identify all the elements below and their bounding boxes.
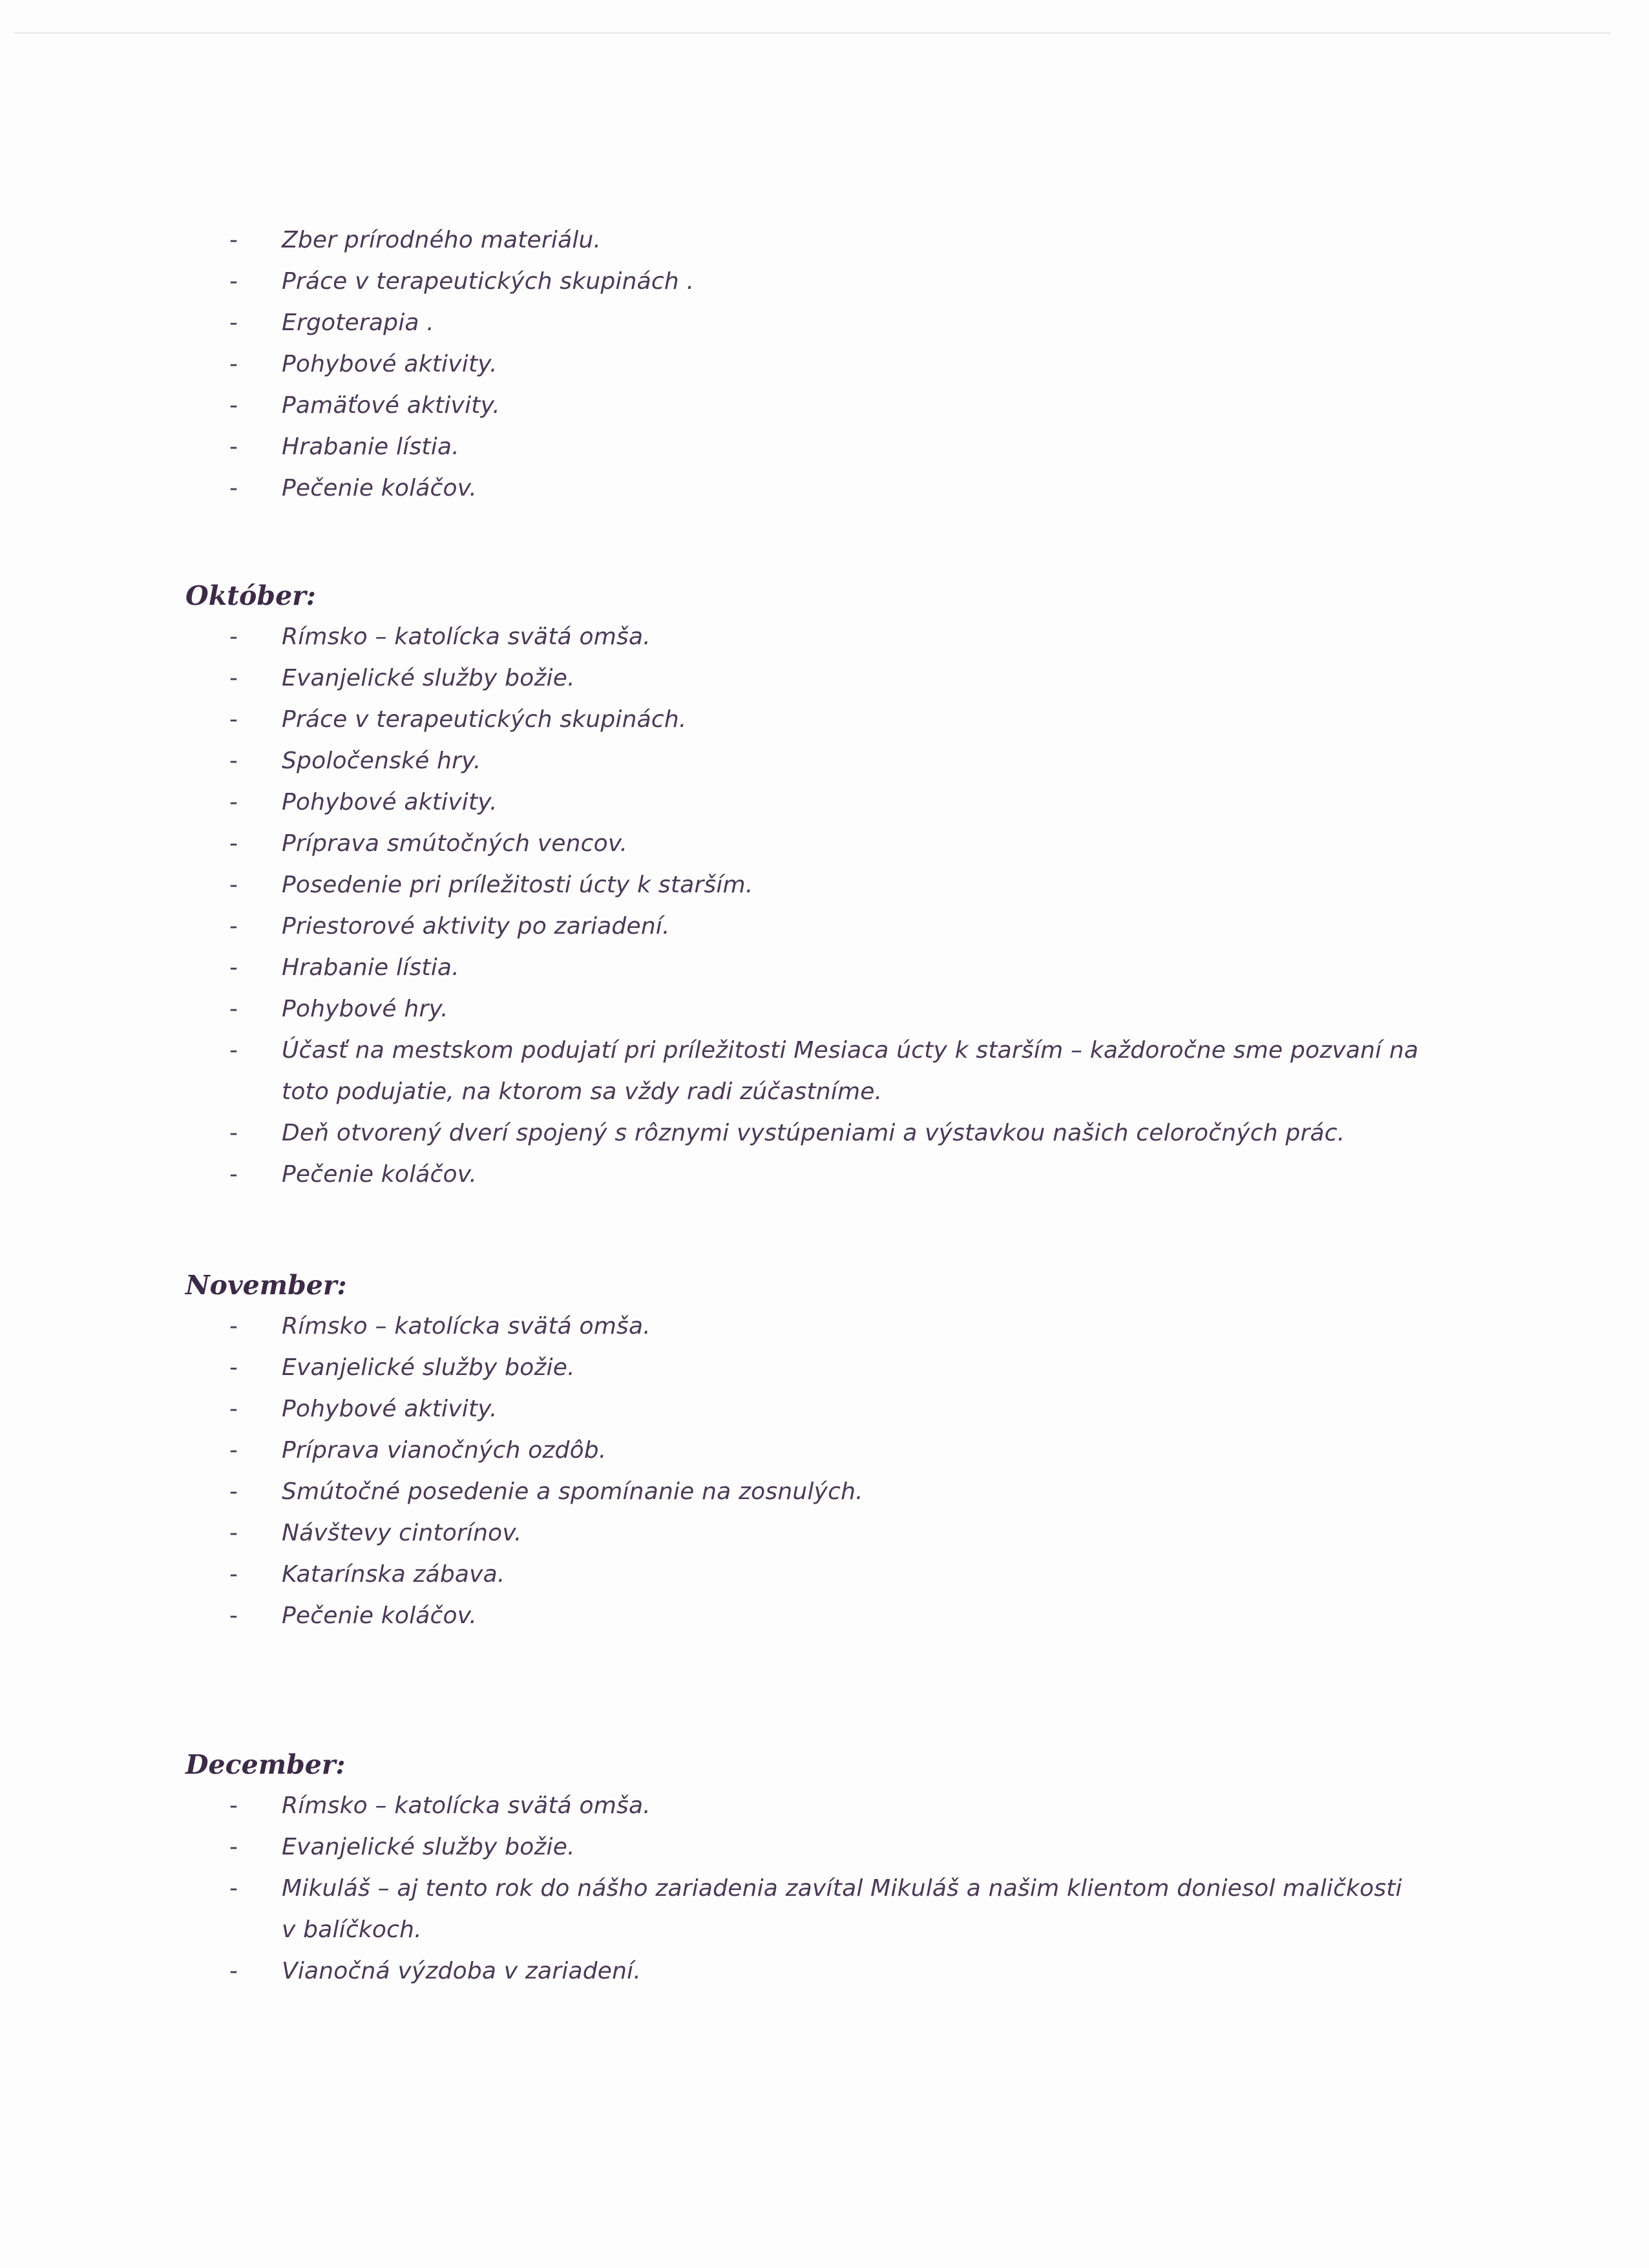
intro-list	[0, 220, 1419, 509]
list-item	[0, 740, 1419, 782]
list-item	[0, 385, 1419, 426]
list-item-text: Pamäťové aktivity.	[282, 392, 500, 419]
bullet-dash: -	[229, 1396, 238, 1422]
list-item-text: Pohybové aktivity.	[282, 351, 498, 377]
list-item	[0, 1554, 1419, 1595]
list-item-text: Rímsko – katolícka svätá omša.	[282, 1313, 651, 1339]
list-item-text: Deň otvorený dverí spojený s rôznymi vystúpeniami a výstavkou našich celoročných prác.	[282, 1120, 1345, 1146]
bullet-dash: -	[229, 434, 238, 460]
bullet-dash: -	[229, 1602, 238, 1629]
list-item	[0, 865, 1419, 906]
list-item-text: Ergoterapia .	[282, 310, 434, 336]
list-item-text: Rímsko – katolícka svätá omša.	[282, 1792, 651, 1819]
list-item	[0, 1868, 1419, 1951]
bullet-dash: -	[229, 1520, 238, 1546]
bullet-dash: -	[229, 789, 238, 815]
list-item	[0, 344, 1419, 385]
bullet-dash: -	[229, 1037, 238, 1064]
list-item	[0, 1595, 1419, 1637]
december-list	[0, 1785, 1419, 1992]
list-item	[0, 658, 1419, 699]
bullet-dash: -	[229, 706, 238, 733]
list-item-text: Pečenie koláčov.	[282, 1602, 477, 1629]
list-item-text: Práce v terapeutických skupinách .	[282, 268, 695, 295]
list-item	[0, 616, 1419, 658]
list-item	[0, 1030, 1419, 1113]
list-item	[0, 1827, 1419, 1868]
bullet-dash: -	[229, 872, 238, 898]
list-item-text: Hrabanie lístia.	[282, 434, 459, 460]
list-item-text: Pohybové hry.	[282, 996, 448, 1022]
list-item-text: Smútočné posedenie a spomínanie na zosnulých.	[282, 1478, 863, 1505]
list-item-text: Pečenie koláčov.	[282, 475, 477, 501]
list-item-text: Pohybové aktivity.	[282, 1396, 498, 1422]
list-item-text: Priestorové aktivity po zariadení.	[282, 913, 670, 940]
bullet-dash: -	[229, 227, 238, 253]
bullet-dash: -	[229, 392, 238, 419]
oktober-list	[0, 616, 1419, 1195]
bullet-dash: -	[229, 665, 238, 691]
list-item	[0, 426, 1419, 468]
bullet-dash: -	[229, 830, 238, 857]
list-item	[0, 1113, 1419, 1154]
bullet-dash: -	[229, 624, 238, 650]
list-item	[0, 1154, 1419, 1195]
bullet-dash: -	[229, 1834, 238, 1860]
list-item-text: Evanjelické služby božie.	[282, 1354, 575, 1381]
list-item-text: Rímsko – katolícka svätá omša.	[282, 624, 651, 650]
bullet-dash: -	[229, 954, 238, 981]
list-item	[0, 823, 1419, 865]
list-item-text: Evanjelické služby božie.	[282, 1834, 575, 1860]
bullet-dash: -	[229, 748, 238, 774]
list-item-text: Príprava smútočných vencov.	[282, 830, 628, 857]
oktober-heading: Október:	[185, 580, 316, 611]
list-item	[0, 699, 1419, 740]
bullet-dash: -	[229, 310, 238, 336]
bullet-dash: -	[229, 1354, 238, 1381]
bullet-dash: -	[229, 996, 238, 1022]
bullet-dash: -	[229, 1437, 238, 1464]
list-item-text: Vianočná výzdoba v zariadení.	[282, 1958, 642, 1984]
list-item	[0, 220, 1419, 261]
list-item	[0, 1430, 1419, 1471]
list-item	[0, 302, 1419, 344]
list-item-text: Účasť na mestskom podujatí pri príležitosti Mesiaca úcty k starším – každoročne sme pozvaní na toto podujatie, na ktorom sa vždy radi zúčastníme.	[282, 1037, 1419, 1105]
list-item-text: Evanjelické služby božie.	[282, 665, 575, 691]
bullet-dash: -	[229, 1161, 238, 1188]
bullet-dash: -	[229, 1561, 238, 1588]
list-item	[0, 1513, 1419, 1554]
list-item	[0, 468, 1419, 509]
list-item-text: Zber prírodného materiálu.	[282, 227, 602, 253]
bullet-dash: -	[229, 268, 238, 295]
list-item-text: Posedenie pri príležitosti úcty k starším.	[282, 872, 753, 898]
bullet-dash: -	[229, 1120, 238, 1146]
december-heading: December:	[185, 1749, 346, 1780]
list-item-text: Spoločenské hry.	[282, 748, 481, 774]
list-item	[0, 1785, 1419, 1827]
november-heading: November:	[185, 1270, 347, 1301]
november-list	[0, 1306, 1419, 1637]
list-item-text: Návštevy cintorínov.	[282, 1520, 522, 1546]
list-item-text: Pečenie koláčov.	[282, 1161, 477, 1188]
list-item	[0, 906, 1419, 947]
list-item	[0, 1389, 1419, 1430]
bullet-dash: -	[229, 1792, 238, 1819]
bullet-dash: -	[229, 913, 238, 940]
list-item	[0, 947, 1419, 989]
list-item-text: Mikuláš – aj tento rok do nášho zariadenia zavítal Mikuláš a našim klientom doniesol maličkosti v balíčkoch.	[282, 1875, 1402, 1943]
list-item	[0, 1347, 1419, 1389]
bullet-dash: -	[229, 1875, 238, 1902]
list-item	[0, 782, 1419, 823]
list-item	[0, 261, 1419, 302]
list-item-text: Pohybové aktivity.	[282, 789, 498, 815]
bullet-dash: -	[229, 475, 238, 501]
list-item-text: Katarínska zábava.	[282, 1561, 505, 1588]
list-item	[0, 1471, 1419, 1513]
bullet-dash: -	[229, 1313, 238, 1339]
scan-top-rule	[14, 32, 1610, 34]
list-item-text: Príprava vianočných ozdôb.	[282, 1437, 607, 1464]
list-item	[0, 1306, 1419, 1347]
list-item-text: Práce v terapeutických skupinách.	[282, 706, 687, 733]
bullet-dash: -	[229, 1958, 238, 1984]
list-item	[0, 1951, 1419, 1992]
list-item	[0, 989, 1419, 1030]
list-item-text: Hrabanie lístia.	[282, 954, 459, 981]
bullet-dash: -	[229, 1478, 238, 1505]
bullet-dash: -	[229, 351, 238, 377]
